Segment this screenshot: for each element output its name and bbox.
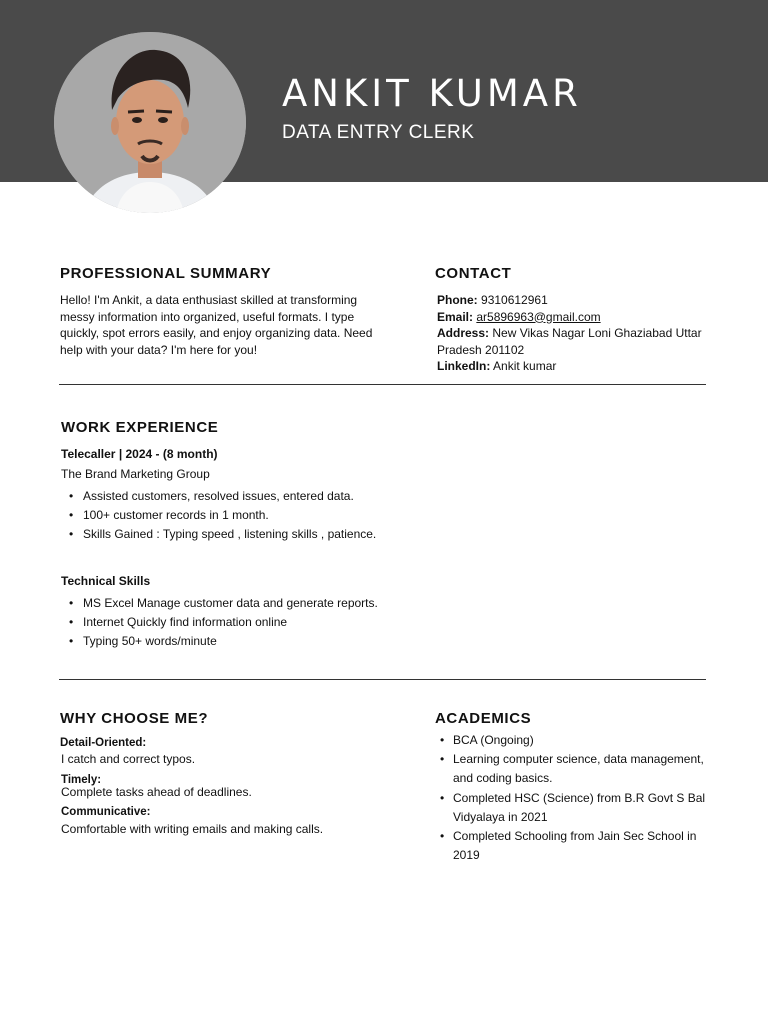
- list-item: • Assisted customers, resolved issues, entered data.: [61, 487, 376, 506]
- email-label: Email:: [437, 309, 474, 324]
- why-text-timely: Complete tasks ahead of deadlines.: [61, 785, 252, 799]
- list-item: • BCA (Ongoing): [437, 731, 707, 750]
- experience-heading: WORK EXPERIENCE: [61, 419, 219, 436]
- contact-phone-row: [437, 292, 707, 309]
- contact-block: [437, 292, 707, 375]
- job-title: Telecaller | 2024 - (8 month): [61, 447, 218, 461]
- phone-label: Phone:: [437, 293, 478, 307]
- list-item: • Internet Quickly find information online: [61, 613, 378, 632]
- profile-photo: [54, 32, 246, 213]
- list-item: • Typing 50+ words/minute: [61, 632, 378, 651]
- divider-1: [59, 384, 706, 385]
- list-item: • MS Excel Manage customer data and generate reports.: [61, 594, 378, 613]
- skills-heading: Technical Skills: [61, 574, 151, 588]
- why-label-timely: Timely:: [61, 774, 102, 786]
- list-item: • Skills Gained : Typing speed , listening skills , patience.: [61, 525, 376, 544]
- why-heading: WHY CHOOSE ME?: [60, 710, 209, 727]
- why-text-communicative: Comfortable with writing emails and making calls.: [61, 822, 324, 836]
- list-item: • 100+ customer records in 1 month.: [61, 506, 376, 525]
- why-label-communicative: Communicative:: [61, 806, 151, 818]
- contact-address-row: [437, 325, 707, 358]
- why-label-detail: Detail-Oriented:: [60, 737, 147, 749]
- list-item: • Completed HSC (Science) from B.R Govt S Bal Vidyalaya in 2021: [437, 789, 707, 827]
- experience-list: [61, 487, 376, 544]
- academics-heading: ACADEMICS: [435, 710, 532, 727]
- divider-2: [59, 679, 706, 680]
- contact-linkedin-row: [437, 358, 707, 375]
- contact-email-row: [437, 309, 707, 326]
- address-value: New Vikas Nagar Loni Ghaziabad Uttar Pradesh 201102: [437, 326, 702, 357]
- linkedin-value: Ankit kumar: [493, 359, 557, 373]
- candidate-name: ANKIT KUMAR: [282, 72, 582, 115]
- list-item: • Learning computer science, data management, and coding basics.: [437, 750, 707, 788]
- why-text-detail: I catch and correct typos.: [61, 752, 196, 766]
- company-name: The Brand Marketing Group: [61, 467, 210, 481]
- candidate-title: DATA ENTRY CLERK: [282, 122, 475, 143]
- linkedin-label: LinkedIn:: [437, 359, 491, 373]
- list-item: • Completed Schooling from Jain Sec School in 2019: [437, 827, 707, 865]
- contact-heading: CONTACT: [435, 265, 512, 282]
- phone-value: 9310612961: [481, 293, 548, 307]
- skills-list: [61, 594, 378, 651]
- summary-heading: PROFESSIONAL SUMMARY: [60, 265, 272, 282]
- summary-text: Hello! I'm Ankit, a data enthusiast skilled at transforming messy information into organized, useful formats. I type quickly, spot errors easily, and enjoy organizing data. Need help with your data? I'm here for you!: [60, 293, 373, 357]
- email-link[interactable]: ar5896963@gmail.com: [476, 309, 601, 324]
- address-label: Address:: [437, 326, 490, 340]
- academics-list: [437, 731, 707, 865]
